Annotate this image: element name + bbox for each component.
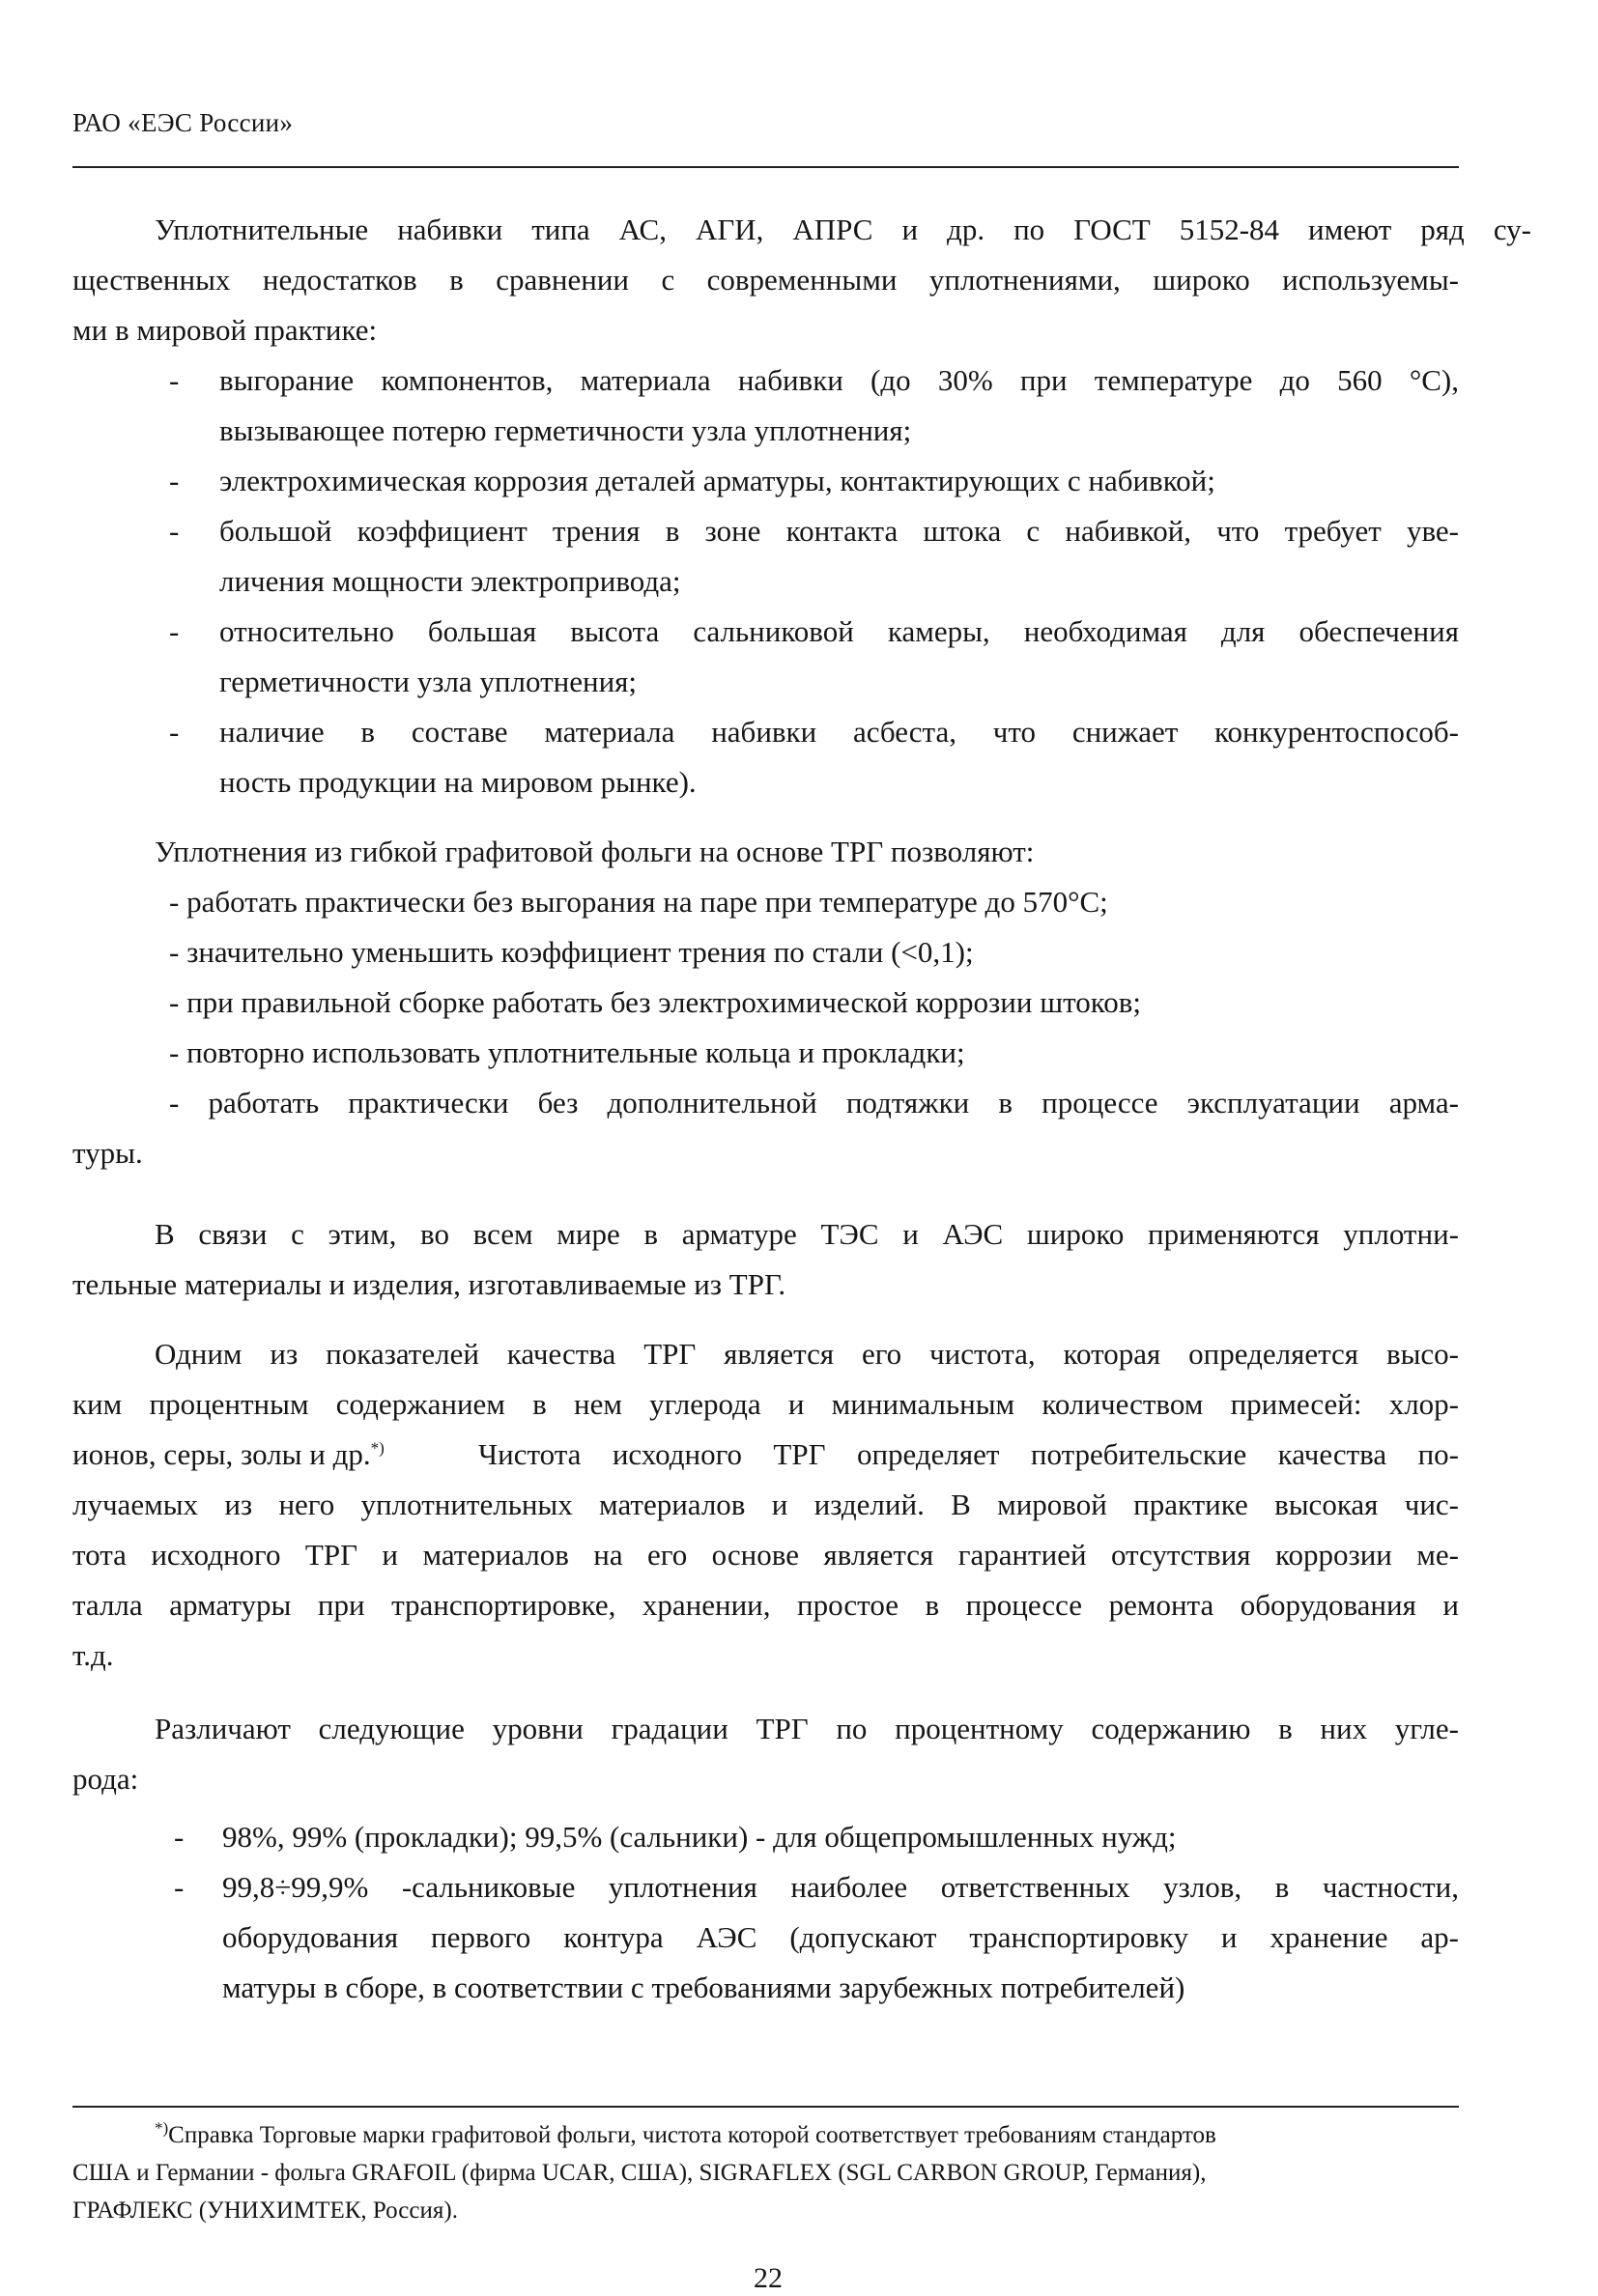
list-item-line: матуры в сборе, в соответствии с требованиями зарубежных потребителей) bbox=[222, 1970, 1185, 2004]
paragraph-line: щественных недостатков в сравнении с современными уплотнениями, широко используемы- bbox=[72, 263, 1459, 297]
list-item-line: электрохимическая коррозия деталей арматуры, контактирующих с набивкой; bbox=[219, 464, 1215, 497]
list-item-line: личения мощности электропривода; bbox=[219, 564, 681, 598]
list-item-line: ность продукции на мировом рынке). bbox=[219, 765, 697, 799]
list-item-line: - повторно использовать уплотнительные кольца и прокладки; bbox=[169, 1035, 965, 1069]
list-item-line: выгорание компонентов, материала набивки (до 30% при температуре до 560 °С), bbox=[219, 363, 1459, 397]
list-item-line: наличие в составе материала набивки асбеста, что снижает конкурентоспособ- bbox=[219, 715, 1459, 749]
list-item-line: - значительно уменьшить коэффициент трения по стали (<0,1); bbox=[169, 935, 974, 969]
paragraph-line: В связи с этим, во всем мире в арматуре ТЭС и АЭС широко применяются уплотни- bbox=[155, 1217, 1459, 1251]
running-header: РАО «ЕЭС России» bbox=[72, 108, 294, 137]
list-item-line: - работать практически без дополнительной подтяжки в процессе эксплуатации арма- bbox=[169, 1086, 1459, 1120]
list-dash: - bbox=[169, 363, 180, 397]
paragraph-line: рода: bbox=[72, 1762, 139, 1796]
header-rule bbox=[72, 166, 1459, 168]
footnote-line bbox=[155, 2118, 1216, 2149]
list-item-line: 98%, 99% (прокладки); 99,5% (сальники) - для общепромышленных нужд; bbox=[222, 1820, 1177, 1854]
list-dash: - bbox=[174, 1820, 185, 1854]
footnote-rule bbox=[72, 2106, 1459, 2108]
paragraph-line: Чистота исходного ТРГ определяет потребительские качества по- bbox=[478, 1437, 1459, 1471]
list-dash: - bbox=[169, 715, 180, 749]
list-item-line: оборудования первого контура АЭС (допускают транспортировку и хранение ар- bbox=[222, 1920, 1459, 1954]
paragraph-line: ким процентным содержанием в нем углерода и минимальным количеством примесей: хлор- bbox=[72, 1387, 1459, 1421]
paragraph-line: тота исходного ТРГ и материалов на его основе является гарантией отсутствия коррозии ме- bbox=[72, 1538, 1459, 1572]
list-item-line: туры. bbox=[72, 1136, 143, 1170]
footnote-line: ГРАФЛЕКС (УНИХИМТЕК, Россия). bbox=[72, 2197, 458, 2224]
list-dash: - bbox=[169, 464, 180, 497]
list-item-line: герметичности узла уплотнения; bbox=[219, 665, 638, 698]
paragraph-line: лучаемых из него уплотнительных материалов и изделий. В мировой практике высокая чис- bbox=[72, 1488, 1459, 1521]
paragraph-line: Различают следующие уровни градации ТРГ по процентному содержанию в них угле- bbox=[155, 1712, 1459, 1745]
footnote-text: Справка Торговые марки графитовой фольги, чистота которой соответствует требованиям стандартов bbox=[168, 2122, 1216, 2148]
paragraph-line: т.д. bbox=[72, 1638, 114, 1672]
paragraph-line: талла арматуры при транспортировке, хранении, простое в процессе ремонта оборудования и bbox=[72, 1588, 1459, 1622]
footnote-mark: *) bbox=[155, 2118, 169, 2138]
paragraph-line: Уплотнительные набивки типа АС, АГИ, АПРС и др. по ГОСТ 5152-84 имеют ряд су- bbox=[155, 213, 1531, 246]
list-item-line: вызывающее потерю герметичности узла уплотнения; bbox=[219, 413, 912, 447]
footnote-line: США и Германии - фольга GRAFOIL (фирма UCAR, США), SIGRAFLEX (SGL CARBON GROUP, Германия), bbox=[72, 2160, 1207, 2186]
paragraph-line: ми в мировой практике: bbox=[72, 313, 378, 347]
list-dash: - bbox=[169, 614, 180, 648]
list-dash: - bbox=[169, 514, 180, 548]
list-item-line: 99,8÷99,9% -сальниковые уплотнения наиболее ответственных узлов, в частности, bbox=[222, 1870, 1459, 1904]
list-dash: - bbox=[174, 1870, 185, 1904]
paragraph-line: тельные материалы и изделия, изготавливаемые из ТРГ. bbox=[72, 1267, 786, 1301]
list-item-line: - при правильной сборке работать без электрохимической коррозии штоков; bbox=[169, 985, 1141, 1019]
paragraph-line: Уплотнения из гибкой графитовой фольги на основе ТРГ позволяют: bbox=[155, 835, 1035, 868]
list-item-line: большой коэффициент трения в зоне контакта штока с набивкой, что требует уве- bbox=[219, 514, 1459, 548]
paragraph-line bbox=[72, 1437, 385, 1472]
list-item-line: относительно большая высота сальниковой камеры, необходимая для обеспечения bbox=[219, 614, 1459, 648]
paragraph-text: ионов, серы, золы и др. bbox=[72, 1437, 371, 1471]
footnote-reference: *) bbox=[370, 1438, 385, 1458]
page-number: 22 bbox=[754, 2262, 783, 2294]
paragraph-line: Одним из показателей качества ТРГ является его чистота, которая определяется высо- bbox=[155, 1337, 1459, 1371]
list-item-line: - работать практически без выгорания на паре при температуре до 570°С; bbox=[169, 885, 1108, 919]
